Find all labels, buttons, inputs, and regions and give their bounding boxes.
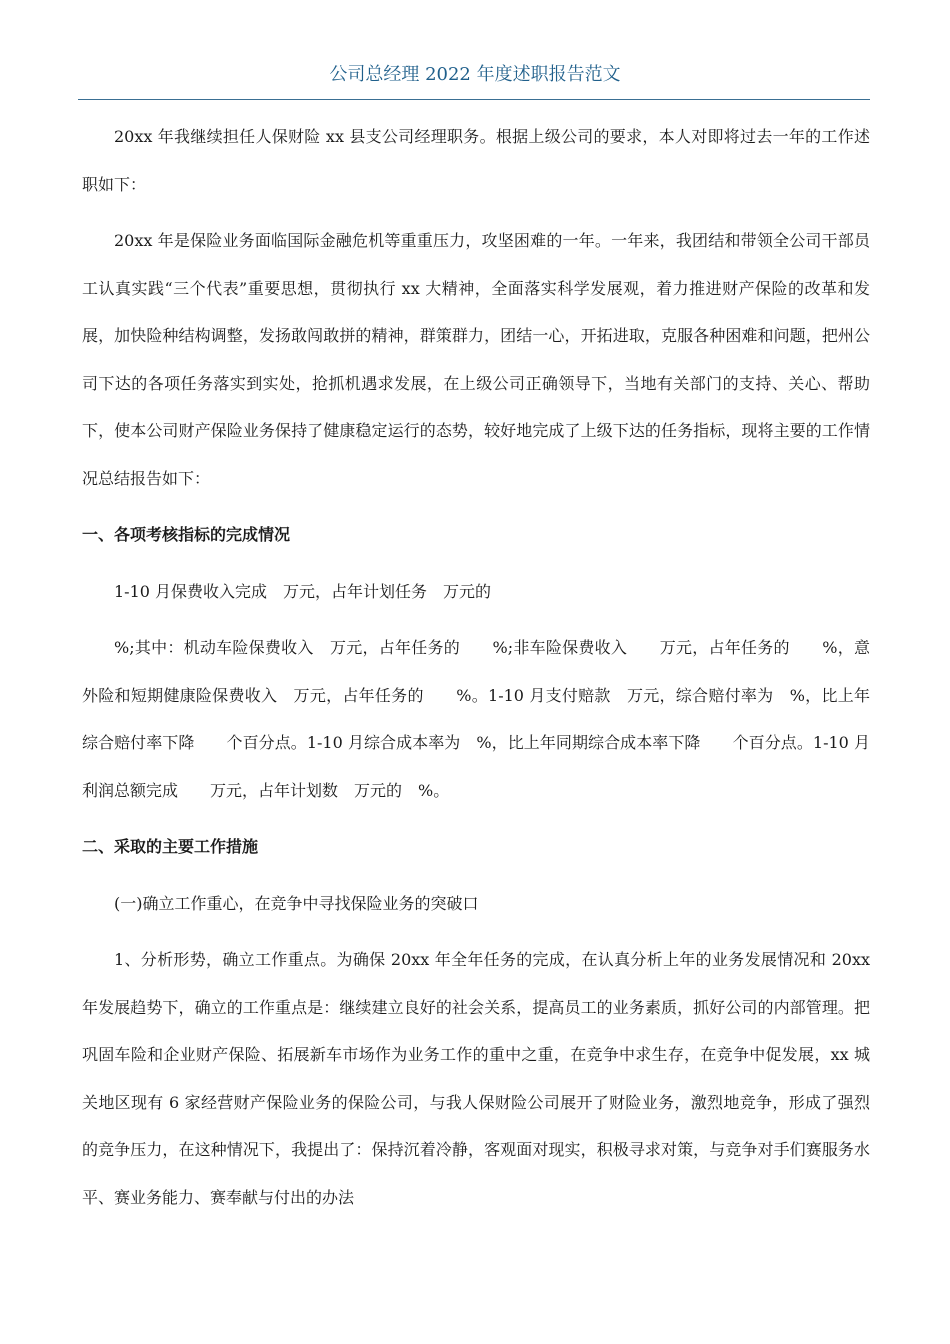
subsection-heading-1: (一)确立工作重心，在竞争中寻找保险业务的突破口 <box>114 893 479 913</box>
measures-paragraph-1: 1、分析形势，确立工作重点。为确保 20xx 年全年任务的完成，在认真分析上年的业务发展情况和 20xx 年发展趋势下，确立的工作重点是：继续建立良好的社会关系，提高员工的业务素质，抓好公司的内部管理。把巩固车险和企业财产保险、拓展新车市场作为业务工作的重中之重，在竞争中求生存，在竞争中促发展，xx 城关地区现有 6 家经营财产保险业务的保险公司，与我人保财险公司展开了财险业务，激烈地竞争，形成了强烈的竞争压力，在这种情况下，我提出了：保持沉着冷静，客观面对现实，积极寻求对策，与竞争对手们赛服务水平、赛业务能力、赛奉献与付出的办法 <box>82 950 870 1207</box>
overview-paragraph: 20xx 年是保险业务面临国际金融危机等重重压力，攻坚困难的一年。一年来，我团结和带领全公司干部员工认真实践“三个代表”重要思想，贯彻执行 xx 大精神，全面落实科学发展观，着力推进财产保险的改革和发展，加快险种结构调整，发扬敢闯敢拼的精神，群策群力，团结一心，开拓进取，克服各种困难和问题，把州公司下达的各项任务落实到实处，抢抓机遇求发展，在上级公司正确领导下，当地有关部门的支持、关心、帮助下，使本公司财产保险业务保持了健康稳定运行的态势，较好地完成了上级下达的任务指标，现将主要的工作情况总结报告如下： <box>82 231 870 488</box>
header-divider <box>78 99 870 100</box>
indicator-paragraph-2: %;其中：机动车险保费收入 万元，占年任务的 %;非车险保费收入 万元，占年任务的 %，意外险和短期健康险保费收入 万元，占年任务的 %。1-10 月支付赔款 万元，综合赔付率为 %，比上年综合赔付率下降 个百分点。1-10 月综合成本率为 %，比上年同期综合成本率下降 个百分点。1-10 月利润总额完成 万元，占年计划数 万元的 %。 <box>82 638 870 800</box>
section-heading-1: 一、各项考核指标的完成情况 <box>82 525 291 544</box>
document-body <box>82 113 870 1221</box>
page-title: 公司总经理 2022 年度述职报告范文 <box>329 64 621 85</box>
intro-paragraph: 20xx 年我继续担任人保财险 xx 县支公司经理职务。根据上级公司的要求，本人对即将过去一年的工作述职如下： <box>82 127 870 194</box>
section-heading-2: 二、采取的主要工作措施 <box>82 837 259 856</box>
indicator-paragraph-1: 1-10 月保费收入完成 万元，占年计划任务 万元的 <box>114 581 492 601</box>
